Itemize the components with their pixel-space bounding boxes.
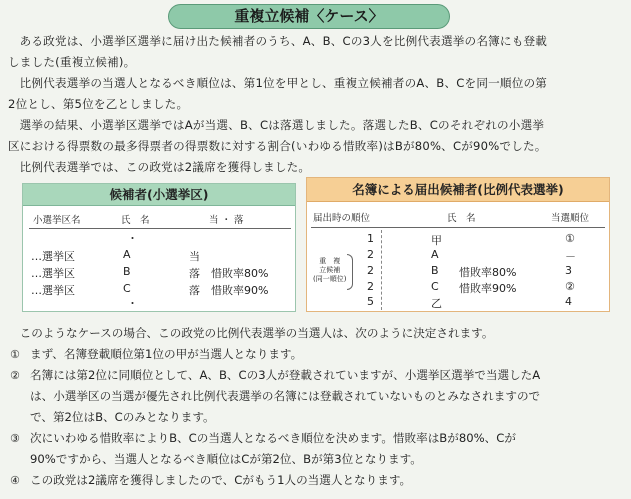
- item-line: この政党は2議席を獲得しましたので、Cがもう1人の当選人となります。: [30, 473, 412, 487]
- col-header-name: 氏 名: [121, 215, 150, 226]
- table-cell-order: 1: [367, 232, 374, 245]
- table-cell-order: 5: [367, 295, 374, 308]
- intro-paragraph: [8, 31, 623, 178]
- column-divider: [381, 230, 382, 310]
- table-cell-district: …選挙区: [31, 250, 75, 263]
- table-cell-district: …選挙区: [31, 284, 75, 297]
- table-cell-name: 甲: [431, 234, 442, 247]
- intro-line: 2位とし、第5位を乙としました。: [8, 97, 189, 111]
- conclusion-section: [8, 323, 623, 491]
- table-cell-name: B: [431, 264, 439, 277]
- table-cell-result: 当: [189, 250, 200, 263]
- intro-line: 区における得票数の最多得票者の得票数に対する割合(いわゆる惜敗率)はBが80%、Cが90%でした。: [8, 139, 547, 153]
- table-cell-order: 2: [367, 264, 374, 277]
- intro-line: しました(重複立候補)。: [8, 55, 136, 69]
- table-cell-name: A: [123, 248, 131, 261]
- table-cell-name: 乙: [431, 297, 442, 310]
- table-cell-result: 落 惜敗率80%: [189, 267, 269, 280]
- table-cell-name: C: [431, 280, 439, 293]
- header-rule: [29, 228, 291, 229]
- intro-line: 比例代表選挙では、この政党は2議席を獲得しました。: [19, 160, 311, 174]
- intro-line: ある政党は、小選挙区選挙に届け出た候補者のうち、A、B、Cの3人を比例代表選挙の名簿にも登載: [19, 34, 548, 48]
- item-line: 名簿には第2位に同順位として、A、B、Cの3人が登載されていますが、小選挙区選挙で当選したA: [30, 368, 541, 382]
- table-cell-rank: ①: [565, 232, 575, 245]
- list-item: [8, 428, 623, 470]
- candidates-list-title: 名簿による届出候補者(比例代表選挙): [307, 178, 609, 202]
- candidates-list-table: [306, 177, 610, 312]
- intro-line: 選挙の結果、小選挙区選挙ではAが当選、B、Cは落選しました。落選したB、Cのそれぞれの小選挙: [19, 118, 545, 132]
- table-cell-name: ・: [127, 297, 138, 310]
- item-number: ②: [10, 369, 20, 382]
- item-number: ③: [10, 432, 20, 445]
- list-item: [8, 365, 623, 428]
- item-line: は、小選挙区の当選が優先され比例代表選挙の名簿には登載されていないものとみなされますので: [30, 389, 541, 403]
- brace-label: 重 複 立候補 (同一順位): [313, 257, 347, 283]
- table-cell-order: 2: [367, 280, 374, 293]
- item-number: ①: [10, 348, 20, 361]
- item-number: ④: [10, 474, 20, 487]
- item-line: で、第2位はB、Cのみとなります。: [30, 410, 215, 424]
- list-item: [8, 470, 623, 491]
- table-cell-order: 2: [367, 248, 374, 261]
- page-title: 重複立候補〈ケース〉: [168, 4, 450, 29]
- table-cell-district: …選挙区: [31, 267, 75, 280]
- table-cell-rank: ②: [565, 280, 575, 293]
- intro-line: 比例代表選挙の当選人となるべき順位は、第1位を甲とし、重複立候補者のA、B、Cを同一順位の第: [19, 76, 548, 90]
- table-cell-name: C: [123, 282, 131, 295]
- col-header-district: 小選挙区名: [33, 215, 81, 226]
- header-rule: [311, 227, 605, 228]
- item-line: 90%ですから、当選人となるべき順位はCが第2位、Bが第3位となります。: [30, 452, 422, 466]
- item-line: 次にいわゆる惜敗率によりB、Cの当選人となるべき順位を決めます。惜敗率はBが80%、Cが: [30, 431, 516, 445]
- col-header-result: 当 ・ 落: [209, 215, 244, 226]
- table-cell-note: 惜敗率80%: [459, 266, 517, 279]
- col-header-name: 氏 名: [447, 213, 476, 224]
- candidates-district-title: 候補者(小選挙区): [23, 184, 295, 206]
- list-item: [8, 344, 623, 365]
- table-cell-rank: －: [565, 250, 576, 263]
- table-cell-name: A: [431, 248, 439, 261]
- table-cell-name: B: [123, 265, 131, 278]
- table-cell-result: 落 惜敗率90%: [189, 284, 269, 297]
- table-cell-rank: 3: [565, 264, 572, 277]
- table-cell-rank: 4: [565, 295, 572, 308]
- brace-mark: [347, 254, 353, 290]
- table-cell-name: ・: [127, 232, 138, 245]
- candidates-district-table: [22, 183, 296, 312]
- col-header-order: 届出時の順位: [313, 213, 371, 224]
- table-cell-note: 惜敗率90%: [459, 282, 517, 295]
- conclusion-intro: このようなケースの場合、この政党の比例代表選挙の当選人は、次のように決定されます。: [19, 326, 494, 340]
- col-header-rank: 当選順位: [551, 213, 590, 224]
- item-line: まず、名簿登載順位第1位の甲が当選人となります。: [30, 347, 303, 361]
